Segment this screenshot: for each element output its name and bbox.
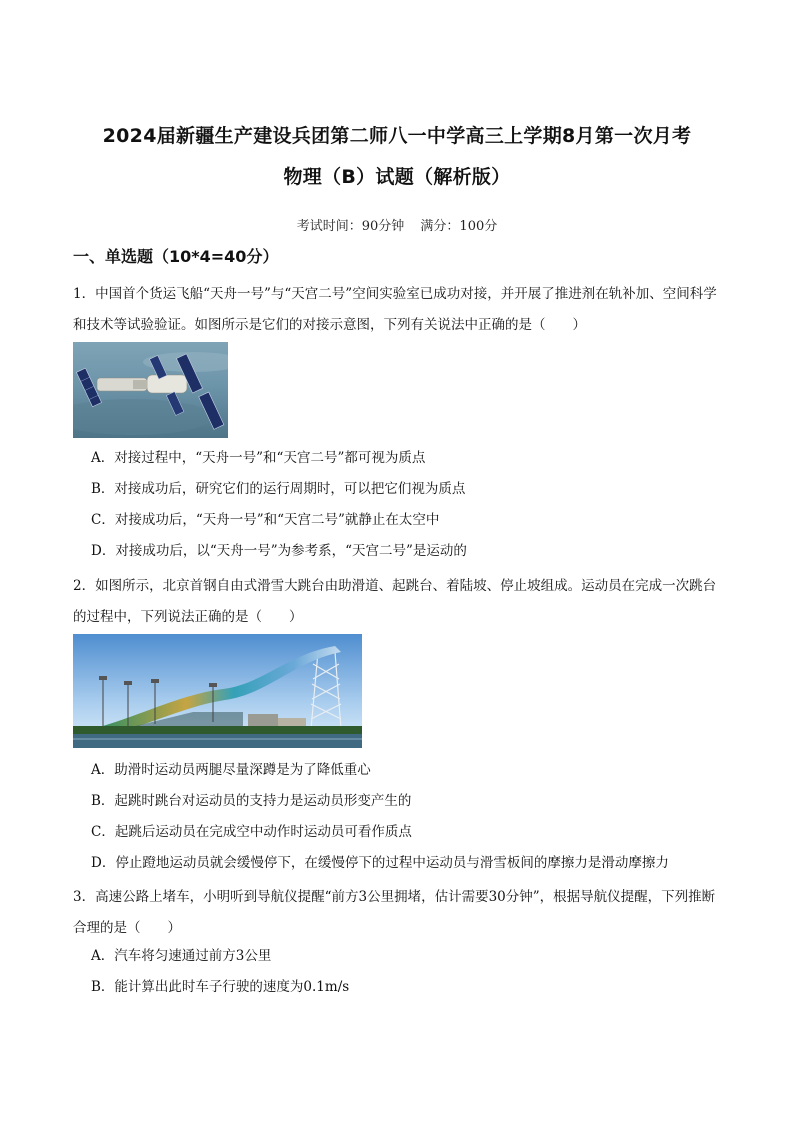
full-score: 满分：100分 [420,219,498,234]
question-1-option-b: B．对接成功后，研究它们的运行周期时，可以把它们视为质点 [91,481,466,497]
exam-meta [0,215,794,234]
question-2-option-c: C．起跳后运动员在完成空中动作时运动员可看作质点 [91,824,412,840]
question-2-option-d: D．停止蹬地运动员就会缓慢停下，在缓慢停下的过程中运动员与滑雪板间的摩擦力是滑动摩擦力 [91,855,669,871]
question-3-option-a: A．汽车将匀速通过前方3公里 [91,948,272,964]
question-1-option-c: C．对接成功后，“天舟一号”和“天宫二号”就静止在太空中 [91,512,440,528]
question-2-option-b: B．起跳时跳台对运动员的支持力是运动员形变产生的 [91,793,412,809]
question-3-option-b: B．能计算出此时车子行驶的速度为0.1m/s [91,979,350,995]
doc-title-line2: 物理（B）试题（解析版） [283,166,511,188]
ski-jump-image [73,634,362,748]
question-3-stem: 3．高速公路上堵车，小明听到导航仪提醒“前方3公里拥堵，估计需要30分钟”，根据导航仪提醒，下列推断合理的是（ ） [73,889,716,936]
question-1-option-d: D．对接成功后，以“天舟一号”为参考系，“天宫二号”是运动的 [91,543,467,559]
doc-title-line1: 2024届新疆生产建设兵团第二师八一中学高三上学期8月第一次月考 [102,125,692,147]
question-1-option-a: A．对接过程中，“天舟一号”和“天宫二号”都可视为质点 [91,450,426,466]
question-2-stem: 2．如图所示，北京首钢自由式滑雪大跳台由助滑道、起跳台、着陆坡、停止坡组成。运动员在完成一次跳台的过程中，下列说法正确的是（ ） [73,578,717,625]
question-2-option-a: A．助滑时运动员两腿尽量深蹲是为了降低重心 [91,762,371,778]
exam-time: 考试时间：90分钟 [296,219,405,234]
section-heading: 一、单选题（10*4=40分） [73,247,279,266]
space-docking-image [73,342,228,438]
question-1-stem: 1．中国首个货运飞船“天舟一号”与“天宫二号”空间实验室已成功对接，并开展了推进剂在轨补加、空间科学和技术等试验验证。如图所示是它们的对接示意图，下列有关说法中正确的是（ ） [73,286,717,333]
